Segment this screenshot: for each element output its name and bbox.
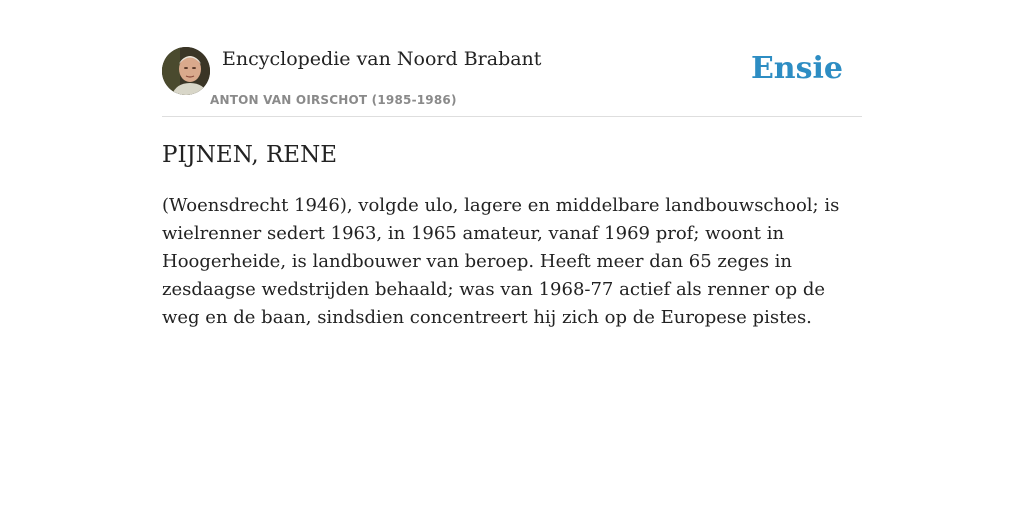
header: [162, 46, 862, 117]
author-portrait-icon: [162, 47, 210, 95]
author-name[interactable]: ANTON VAN OIRSCHOT (1985-1986): [210, 93, 457, 107]
ensie-logo[interactable]: Ensie: [750, 51, 843, 86]
article-body: (Woensdrecht 1946), volgde ulo, lagere en middelbare landbouwschool; is wielrenner sedert 1963, in 1965 amateur, vanaf 1969 prof; woont in Hoogerheide, is landbouwer van beroep. Heeft meer dan 65 zeges in zesdaagse wedstrijden behaald; was van 1968-77 actief als renner op de weg en de baan, sindsdien concentreert hij zich op de Europese pistes.: [162, 195, 840, 328]
author-avatar[interactable]: [162, 47, 210, 95]
article-title: PIJNEN, RENE: [162, 142, 337, 168]
encyclopedia-title[interactable]: Encyclopedie van Noord Brabant: [222, 48, 542, 70]
